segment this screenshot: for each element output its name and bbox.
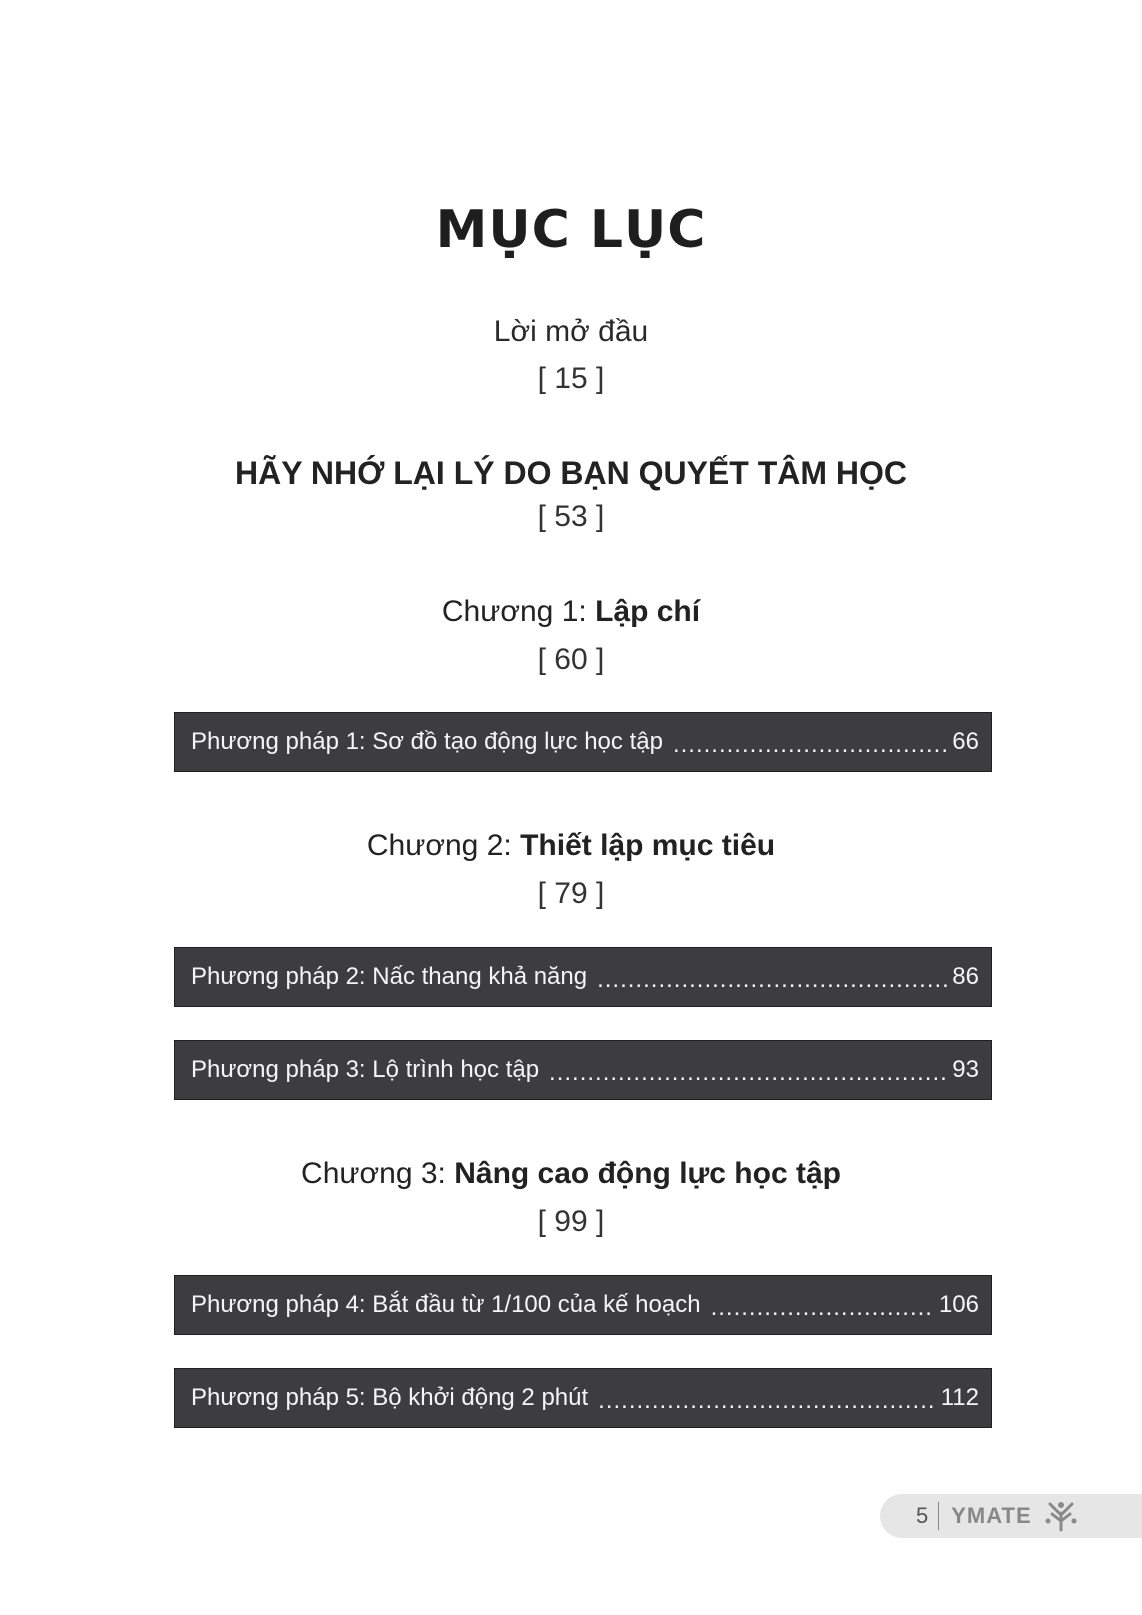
intro-page-ref: [ 15 ] — [537, 362, 605, 395]
dot-leader — [673, 731, 948, 759]
chapter-3-heading — [0, 1157, 1142, 1191]
method-1-label: Phương pháp 1: Sơ đồ tạo động lực học tập — [191, 728, 663, 755]
chapter-2-name: Thiết lập mục tiêu — [520, 829, 776, 862]
toc-entry-method-4[interactable] — [174, 1275, 992, 1335]
dot-leader — [597, 966, 948, 994]
ymate-logo-icon — [1044, 1499, 1078, 1533]
chapter-1-name: Lập chí — [595, 595, 701, 628]
dot-leader — [711, 1294, 935, 1322]
footer-divider — [938, 1502, 939, 1530]
chapter-1-page-ref: [ 60 ] — [537, 643, 605, 676]
remember-heading: HÃY NHỚ LẠI LÝ DO BẠN QUYẾT TÂM HỌC — [234, 455, 908, 491]
page-number: 5 — [916, 1503, 929, 1528]
toc-entry-method-5[interactable] — [174, 1368, 992, 1428]
page-footer — [880, 1494, 1142, 1538]
dot-leader — [549, 1059, 948, 1087]
method-3-page: 93 — [952, 1056, 979, 1083]
chapter-3-prefix: Chương 3: — [301, 1157, 446, 1190]
method-1-page: 66 — [952, 728, 979, 755]
dot-leader — [598, 1387, 937, 1415]
toc-entry-method-3[interactable] — [174, 1040, 992, 1100]
chapter-2-heading — [0, 829, 1142, 863]
toc-entry-method-2[interactable] — [174, 947, 992, 1007]
chapter-2-page-ref: [ 79 ] — [537, 877, 605, 910]
chapter-3-name: Nâng cao động lực học tập — [454, 1157, 841, 1190]
chapter-3-page-ref: [ 99 ] — [537, 1205, 605, 1238]
method-5-page: 112 — [940, 1384, 979, 1411]
brand-name: YMATE — [951, 1503, 1032, 1528]
method-4-page: 106 — [938, 1291, 979, 1318]
chapter-2-prefix: Chương 2: — [366, 829, 512, 862]
toc-entry-method-1[interactable] — [174, 712, 992, 772]
chapter-1-heading — [0, 595, 1142, 629]
intro-label: Lời mở đầu — [493, 315, 649, 348]
method-2-page: 86 — [952, 963, 979, 990]
method-3-label: Phương pháp 3: Lộ trình học tập — [191, 1056, 540, 1083]
method-4-label: Phương pháp 4: Bắt đầu từ 1/100 của kế hoạch — [191, 1291, 701, 1318]
remember-page-ref: [ 53 ] — [537, 500, 605, 533]
toc-title: MỤC LỤC — [435, 200, 707, 260]
method-2-label: Phương pháp 2: Nấc thang khả năng — [191, 963, 588, 990]
method-5-label: Phương pháp 5: Bộ khởi động 2 phút — [191, 1384, 589, 1411]
chapter-1-prefix: Chương 1: — [441, 595, 587, 628]
